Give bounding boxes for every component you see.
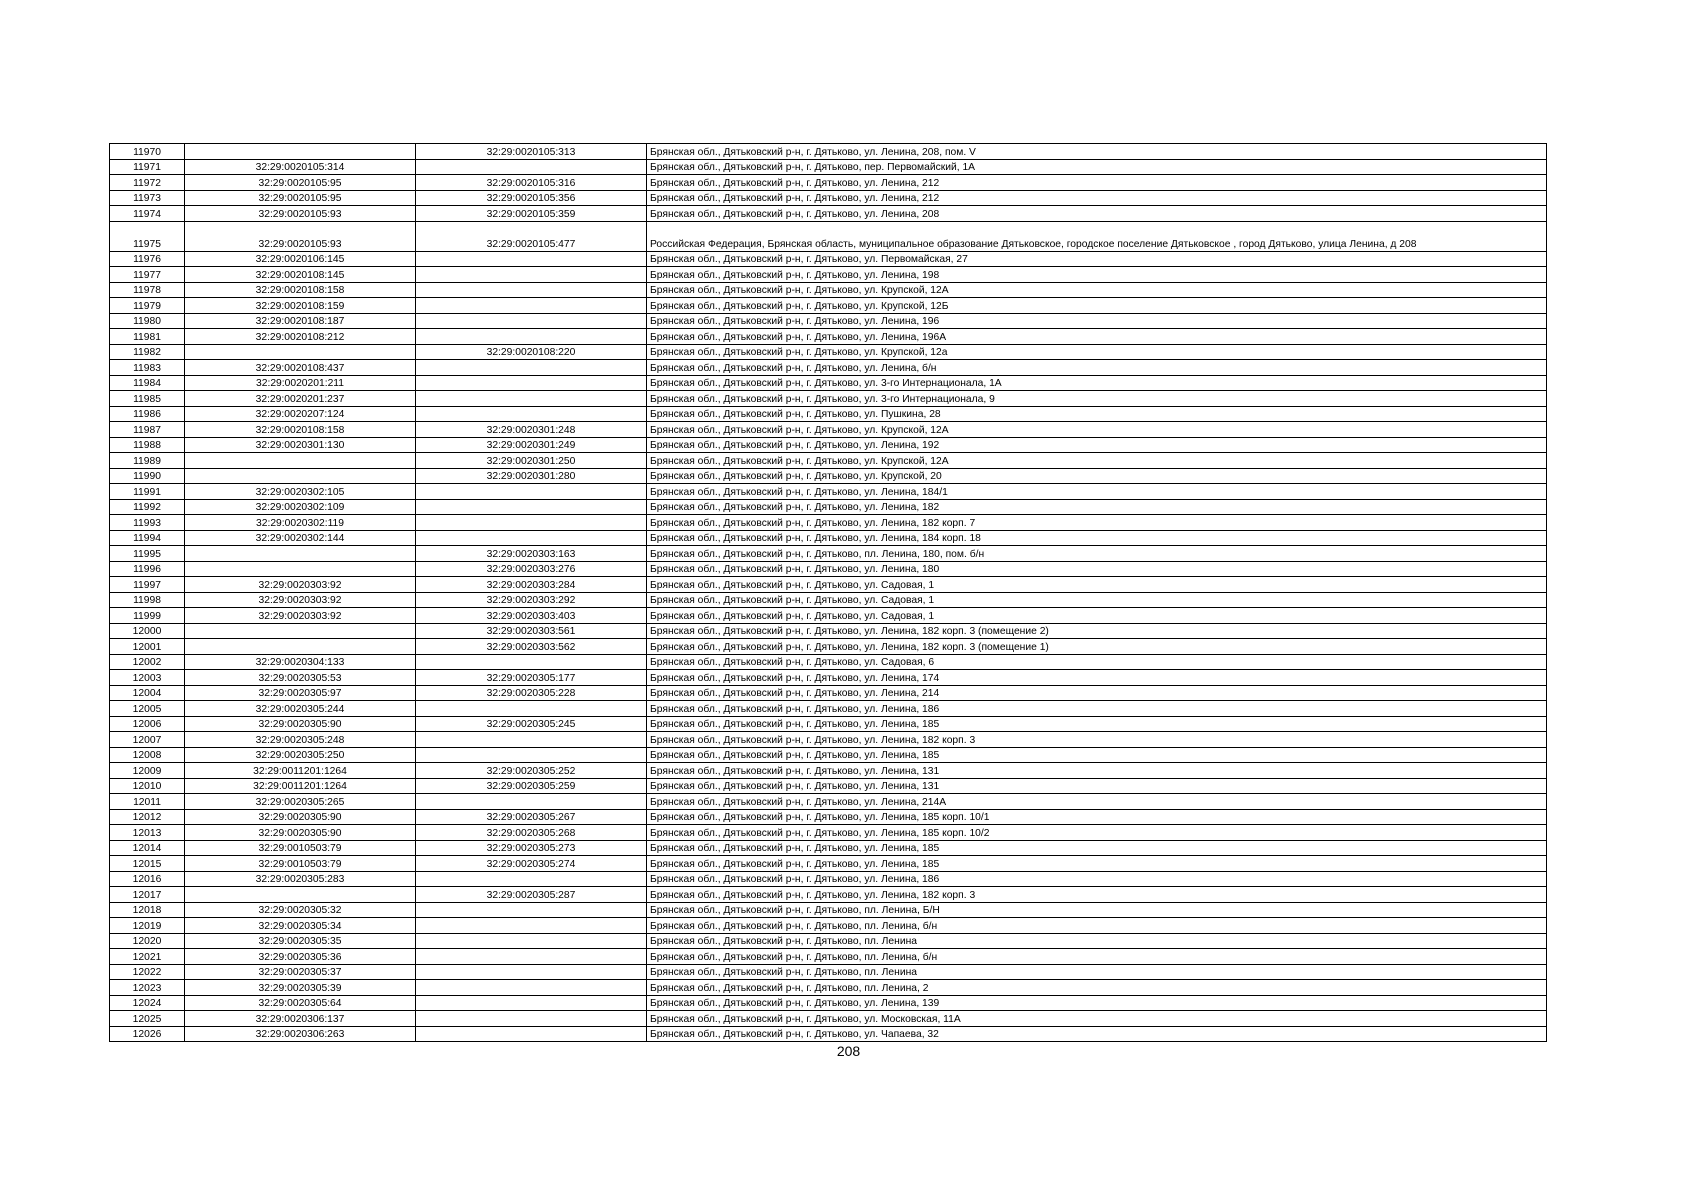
object-cadastral-number-cell: 32:29:0020305:259 bbox=[416, 778, 647, 794]
object-cadastral-number-cell bbox=[416, 654, 647, 670]
address-cell: Брянская обл., Дятьковский р-н, г. Дятьково, ул. Крупской, 12А bbox=[647, 422, 1547, 438]
address-cell: Брянская обл., Дятьковский р-н, г. Дятьково, ул. 3-го Интернационала, 9 bbox=[647, 391, 1547, 407]
object-cadastral-number-cell: 32:29:0020301:280 bbox=[416, 468, 647, 484]
address-cell: Брянская обл., Дятьковский р-н, г. Дятьково, ул. 3-го Интернационала, 1А bbox=[647, 375, 1547, 391]
table-row bbox=[110, 608, 1547, 624]
address-cell: Брянская обл., Дятьковский р-н, г. Дятьково, ул. Ленина, 185 корп. 10/1 bbox=[647, 809, 1547, 825]
address-cell: Брянская обл., Дятьковский р-н, г. Дятьково, ул. Ленина, 182 корп. 3 bbox=[647, 887, 1547, 903]
row-number-cell: 11978 bbox=[110, 282, 185, 298]
address-cell: Брянская обл., Дятьковский р-н, г. Дятьково, пл. Ленина bbox=[647, 933, 1547, 949]
object-cadastral-number-cell: 32:29:0020105:359 bbox=[416, 206, 647, 222]
address-cell: Брянская обл., Дятьковский р-н, г. Дятьково, пер. Первомайский, 1А bbox=[647, 159, 1547, 175]
parcel-cadastral-number-cell: 32:29:0020305:97 bbox=[185, 685, 416, 701]
parcel-cadastral-number-cell bbox=[185, 887, 416, 903]
address-cell: Брянская обл., Дятьковский р-н, г. Дятьково, ул. Ленина, 180 bbox=[647, 561, 1547, 577]
object-cadastral-number-cell: 32:29:0020305:287 bbox=[416, 887, 647, 903]
row-number-cell: 12013 bbox=[110, 825, 185, 841]
object-cadastral-number-cell bbox=[416, 871, 647, 887]
parcel-cadastral-number-cell: 32:29:0020305:90 bbox=[185, 825, 416, 841]
row-number-cell: 11997 bbox=[110, 577, 185, 593]
address-cell: Брянская обл., Дятьковский р-н, г. Дятьково, пл. Ленина bbox=[647, 964, 1547, 980]
object-cadastral-number-cell bbox=[416, 313, 647, 329]
table-row bbox=[110, 221, 1547, 251]
table-row bbox=[110, 809, 1547, 825]
registry-table bbox=[109, 143, 1547, 1042]
row-number-cell: 12023 bbox=[110, 980, 185, 996]
object-cadastral-number-cell: 32:29:0020303:403 bbox=[416, 608, 647, 624]
table-row bbox=[110, 670, 1547, 686]
table-row bbox=[110, 391, 1547, 407]
object-cadastral-number-cell bbox=[416, 980, 647, 996]
parcel-cadastral-number-cell: 32:29:0011201:1264 bbox=[185, 763, 416, 779]
table-row bbox=[110, 453, 1547, 469]
address-cell: Брянская обл., Дятьковский р-н, г. Дятьково, ул. Ленина, 184 корп. 18 bbox=[647, 530, 1547, 546]
table-row bbox=[110, 499, 1547, 515]
address-cell: Брянская обл., Дятьковский р-н, г. Дятьково, ул. Ленина, 185 bbox=[647, 840, 1547, 856]
parcel-cadastral-number-cell: 32:29:0020105:93 bbox=[185, 206, 416, 222]
object-cadastral-number-cell: 32:29:0020303:561 bbox=[416, 623, 647, 639]
table-row bbox=[110, 716, 1547, 732]
table-row bbox=[110, 825, 1547, 841]
parcel-cadastral-number-cell: 32:29:0020305:250 bbox=[185, 747, 416, 763]
table-row bbox=[110, 778, 1547, 794]
object-cadastral-number-cell: 32:29:0020105:316 bbox=[416, 175, 647, 191]
row-number-cell: 11973 bbox=[110, 190, 185, 206]
table-row bbox=[110, 623, 1547, 639]
row-number-cell: 12022 bbox=[110, 964, 185, 980]
row-number-cell: 11979 bbox=[110, 298, 185, 314]
address-cell: Брянская обл., Дятьковский р-н, г. Дятьково, ул. Ленина, 182 bbox=[647, 499, 1547, 515]
row-number-cell: 11981 bbox=[110, 329, 185, 345]
address-cell: Брянская обл., Дятьковский р-н, г. Дятьково, ул. Московская, 11А bbox=[647, 1011, 1547, 1027]
row-number-cell: 11999 bbox=[110, 608, 185, 624]
address-cell: Брянская обл., Дятьковский р-н, г. Дятьково, ул. Садовая, 1 bbox=[647, 608, 1547, 624]
parcel-cadastral-number-cell bbox=[185, 639, 416, 655]
object-cadastral-number-cell: 32:29:0020305:228 bbox=[416, 685, 647, 701]
row-number-cell: 11984 bbox=[110, 375, 185, 391]
row-number-cell: 11994 bbox=[110, 530, 185, 546]
address-cell: Брянская обл., Дятьковский р-н, г. Дятьково, ул. Садовая, 1 bbox=[647, 577, 1547, 593]
parcel-cadastral-number-cell: 32:29:0020108:158 bbox=[185, 422, 416, 438]
address-cell: Брянская обл., Дятьковский р-н, г. Дятьково, ул. Садовая, 1 bbox=[647, 592, 1547, 608]
parcel-cadastral-number-cell: 32:29:0020303:92 bbox=[185, 608, 416, 624]
table-row bbox=[110, 360, 1547, 376]
row-number-cell: 12008 bbox=[110, 747, 185, 763]
object-cadastral-number-cell: 32:29:0020301:250 bbox=[416, 453, 647, 469]
object-cadastral-number-cell bbox=[416, 794, 647, 810]
address-cell: Брянская обл., Дятьковский р-н, г. Дятьково, ул. Ленина, 208 bbox=[647, 206, 1547, 222]
parcel-cadastral-number-cell: 32:29:0020108:158 bbox=[185, 282, 416, 298]
object-cadastral-number-cell bbox=[416, 282, 647, 298]
address-cell: Брянская обл., Дятьковский р-н, г. Дятьково, ул. Ленина, 185 bbox=[647, 747, 1547, 763]
table-row bbox=[110, 794, 1547, 810]
parcel-cadastral-number-cell: 32:29:0020105:95 bbox=[185, 190, 416, 206]
row-number-cell: 11975 bbox=[110, 221, 185, 251]
table-row bbox=[110, 592, 1547, 608]
row-number-cell: 11992 bbox=[110, 499, 185, 515]
address-cell: Брянская обл., Дятьковский р-н, г. Дятьково, ул. Ленина, 186 bbox=[647, 701, 1547, 717]
table-row bbox=[110, 375, 1547, 391]
address-cell: Брянская обл., Дятьковский р-н, г. Дятьково, пл. Ленина, б/н bbox=[647, 918, 1547, 934]
table-row bbox=[110, 406, 1547, 422]
row-number-cell: 12002 bbox=[110, 654, 185, 670]
table-row bbox=[110, 515, 1547, 531]
table-row bbox=[110, 251, 1547, 267]
table-row bbox=[110, 871, 1547, 887]
table-row bbox=[110, 1011, 1547, 1027]
object-cadastral-number-cell bbox=[416, 298, 647, 314]
parcel-cadastral-number-cell: 32:29:0020106:145 bbox=[185, 251, 416, 267]
parcel-cadastral-number-cell: 32:29:0020108:145 bbox=[185, 267, 416, 283]
table-row bbox=[110, 561, 1547, 577]
table-row bbox=[110, 422, 1547, 438]
object-cadastral-number-cell: 32:29:0020301:249 bbox=[416, 437, 647, 453]
address-cell: Брянская обл., Дятьковский р-н, г. Дятьково, ул. Садовая, 6 bbox=[647, 654, 1547, 670]
address-cell: Брянская обл., Дятьковский р-н, г. Дятьково, ул. Ленина, б/н bbox=[647, 360, 1547, 376]
parcel-cadastral-number-cell: 32:29:0020108:187 bbox=[185, 313, 416, 329]
address-cell: Брянская обл., Дятьковский р-н, г. Дятьково, ул. Ленина, 185 bbox=[647, 856, 1547, 872]
row-number-cell: 12026 bbox=[110, 1026, 185, 1042]
object-cadastral-number-cell: 32:29:0020105:477 bbox=[416, 221, 647, 251]
registry-table-body bbox=[110, 144, 1547, 1042]
row-number-cell: 11985 bbox=[110, 391, 185, 407]
object-cadastral-number-cell bbox=[416, 964, 647, 980]
parcel-cadastral-number-cell bbox=[185, 561, 416, 577]
row-number-cell: 11970 bbox=[110, 144, 185, 160]
object-cadastral-number-cell bbox=[416, 251, 647, 267]
address-cell: Брянская обл., Дятьковский р-н, г. Дятьково, ул. Ленина, 131 bbox=[647, 778, 1547, 794]
address-cell: Брянская обл., Дятьковский р-н, г. Дятьково, ул. Ленина, 214 bbox=[647, 685, 1547, 701]
object-cadastral-number-cell bbox=[416, 406, 647, 422]
address-cell: Брянская обл., Дятьковский р-н, г. Дятьково, ул. Чапаева, 32 bbox=[647, 1026, 1547, 1042]
row-number-cell: 11988 bbox=[110, 437, 185, 453]
table-row bbox=[110, 887, 1547, 903]
parcel-cadastral-number-cell: 32:29:0020305:35 bbox=[185, 933, 416, 949]
parcel-cadastral-number-cell: 32:29:0020305:39 bbox=[185, 980, 416, 996]
page-number: 208 bbox=[836, 1043, 861, 1059]
row-number-cell: 12001 bbox=[110, 639, 185, 655]
object-cadastral-number-cell bbox=[416, 484, 647, 500]
row-number-cell: 12004 bbox=[110, 685, 185, 701]
object-cadastral-number-cell bbox=[416, 360, 647, 376]
row-number-cell: 11998 bbox=[110, 592, 185, 608]
address-cell: Брянская обл., Дятьковский р-н, г. Дятьково, пл. Ленина, 2 bbox=[647, 980, 1547, 996]
row-number-cell: 11989 bbox=[110, 453, 185, 469]
address-cell: Брянская обл., Дятьковский р-н, г. Дятьково, ул. Ленина, 185 bbox=[647, 716, 1547, 732]
parcel-cadastral-number-cell: 32:29:0020302:109 bbox=[185, 499, 416, 515]
table-row bbox=[110, 577, 1547, 593]
object-cadastral-number-cell bbox=[416, 1026, 647, 1042]
object-cadastral-number-cell bbox=[416, 515, 647, 531]
address-cell: Брянская обл., Дятьковский р-н, г. Дятьково, ул. Ленина, 212 bbox=[647, 175, 1547, 191]
parcel-cadastral-number-cell: 32:29:0020305:32 bbox=[185, 902, 416, 918]
table-row bbox=[110, 484, 1547, 500]
row-number-cell: 11971 bbox=[110, 159, 185, 175]
row-number-cell: 12016 bbox=[110, 871, 185, 887]
object-cadastral-number-cell: 32:29:0020301:248 bbox=[416, 422, 647, 438]
object-cadastral-number-cell: 32:29:0020305:245 bbox=[416, 716, 647, 732]
parcel-cadastral-number-cell: 32:29:0020305:36 bbox=[185, 949, 416, 965]
parcel-cadastral-number-cell bbox=[185, 144, 416, 160]
row-number-cell: 12006 bbox=[110, 716, 185, 732]
table-row bbox=[110, 918, 1547, 934]
parcel-cadastral-number-cell: 32:29:0020305:248 bbox=[185, 732, 416, 748]
parcel-cadastral-number-cell: 32:29:0020108:437 bbox=[185, 360, 416, 376]
table-row bbox=[110, 437, 1547, 453]
object-cadastral-number-cell: 32:29:0020305:177 bbox=[416, 670, 647, 686]
address-cell: Брянская обл., Дятьковский р-н, г. Дятьково, ул. Ленина, 182 корп. 7 bbox=[647, 515, 1547, 531]
parcel-cadastral-number-cell bbox=[185, 623, 416, 639]
address-cell: Брянская обл., Дятьковский р-н, г. Дятьково, ул. Ленина, 186 bbox=[647, 871, 1547, 887]
object-cadastral-number-cell bbox=[416, 949, 647, 965]
address-cell: Брянская обл., Дятьковский р-н, г. Дятьково, ул. Ленина, 196А bbox=[647, 329, 1547, 345]
parcel-cadastral-number-cell: 32:29:0020304:133 bbox=[185, 654, 416, 670]
object-cadastral-number-cell bbox=[416, 530, 647, 546]
parcel-cadastral-number-cell: 32:29:0020108:212 bbox=[185, 329, 416, 345]
table-row bbox=[110, 763, 1547, 779]
table-row bbox=[110, 840, 1547, 856]
object-cadastral-number-cell: 32:29:0020303:284 bbox=[416, 577, 647, 593]
row-number-cell: 12011 bbox=[110, 794, 185, 810]
row-number-cell: 11991 bbox=[110, 484, 185, 500]
parcel-cadastral-number-cell bbox=[185, 546, 416, 562]
address-cell: Брянская обл., Дятьковский р-н, г. Дятьково, ул. Ленина, 185 корп. 10/2 bbox=[647, 825, 1547, 841]
address-cell: Брянская обл., Дятьковский р-н, г. Дятьково, ул. Ленина, 184/1 bbox=[647, 484, 1547, 500]
address-cell: Брянская обл., Дятьковский р-н, г. Дятьково, ул. Ленина, 182 корп. 3 (помещение 2) bbox=[647, 623, 1547, 639]
parcel-cadastral-number-cell: 32:29:0020305:64 bbox=[185, 995, 416, 1011]
address-cell: Брянская обл., Дятьковский р-н, г. Дятьково, ул. Ленина, 214А bbox=[647, 794, 1547, 810]
table-row bbox=[110, 190, 1547, 206]
address-cell: Брянская обл., Дятьковский р-н, г. Дятьково, ул. Ленина, 131 bbox=[647, 763, 1547, 779]
row-number-cell: 12024 bbox=[110, 995, 185, 1011]
parcel-cadastral-number-cell: 32:29:0020303:92 bbox=[185, 577, 416, 593]
row-number-cell: 11977 bbox=[110, 267, 185, 283]
row-number-cell: 12014 bbox=[110, 840, 185, 856]
address-cell: Брянская обл., Дятьковский р-н, г. Дятьково, ул. Ленина, 182 корп. 3 bbox=[647, 732, 1547, 748]
object-cadastral-number-cell: 32:29:0020305:252 bbox=[416, 763, 647, 779]
address-cell: Брянская обл., Дятьковский р-н, г. Дятьково, пл. Ленина, б/н bbox=[647, 949, 1547, 965]
table-row bbox=[110, 206, 1547, 222]
row-number-cell: 12025 bbox=[110, 1011, 185, 1027]
parcel-cadastral-number-cell: 32:29:0020303:92 bbox=[185, 592, 416, 608]
row-number-cell: 12020 bbox=[110, 933, 185, 949]
table-row bbox=[110, 344, 1547, 360]
row-number-cell: 12010 bbox=[110, 778, 185, 794]
parcel-cadastral-number-cell: 32:29:0020302:119 bbox=[185, 515, 416, 531]
row-number-cell: 11995 bbox=[110, 546, 185, 562]
row-number-cell: 12000 bbox=[110, 623, 185, 639]
address-cell: Брянская обл., Дятьковский р-н, г. Дятьково, пл. Ленина, Б/Н bbox=[647, 902, 1547, 918]
parcel-cadastral-number-cell: 32:29:0020105:95 bbox=[185, 175, 416, 191]
object-cadastral-number-cell: 32:29:0020105:356 bbox=[416, 190, 647, 206]
table-row bbox=[110, 298, 1547, 314]
address-cell: Брянская обл., Дятьковский р-н, г. Дятьково, ул. Ленина, 212 bbox=[647, 190, 1547, 206]
parcel-cadastral-number-cell: 32:29:0020301:130 bbox=[185, 437, 416, 453]
address-cell: Брянская обл., Дятьковский р-н, г. Дятьково, ул. Ленина, 192 bbox=[647, 437, 1547, 453]
parcel-cadastral-number-cell: 32:29:0010503:79 bbox=[185, 856, 416, 872]
parcel-cadastral-number-cell bbox=[185, 344, 416, 360]
parcel-cadastral-number-cell: 32:29:0020305:90 bbox=[185, 809, 416, 825]
parcel-cadastral-number-cell: 32:29:0020305:90 bbox=[185, 716, 416, 732]
parcel-cadastral-number-cell bbox=[185, 468, 416, 484]
parcel-cadastral-number-cell: 32:29:0020305:37 bbox=[185, 964, 416, 980]
object-cadastral-number-cell bbox=[416, 499, 647, 515]
table-row bbox=[110, 159, 1547, 175]
row-number-cell: 12009 bbox=[110, 763, 185, 779]
row-number-cell: 11993 bbox=[110, 515, 185, 531]
parcel-cadastral-number-cell: 32:29:0010503:79 bbox=[185, 840, 416, 856]
table-row bbox=[110, 933, 1547, 949]
row-number-cell: 11982 bbox=[110, 344, 185, 360]
row-number-cell: 12012 bbox=[110, 809, 185, 825]
row-number-cell: 11972 bbox=[110, 175, 185, 191]
object-cadastral-number-cell bbox=[416, 701, 647, 717]
row-number-cell: 12019 bbox=[110, 918, 185, 934]
object-cadastral-number-cell: 32:29:0020305:274 bbox=[416, 856, 647, 872]
object-cadastral-number-cell: 32:29:0020303:163 bbox=[416, 546, 647, 562]
table-row bbox=[110, 701, 1547, 717]
object-cadastral-number-cell: 32:29:0020305:268 bbox=[416, 825, 647, 841]
row-number-cell: 12018 bbox=[110, 902, 185, 918]
row-number-cell: 12017 bbox=[110, 887, 185, 903]
address-cell: Брянская обл., Дятьковский р-н, г. Дятьково, ул. Крупской, 12А bbox=[647, 282, 1547, 298]
object-cadastral-number-cell bbox=[416, 1011, 647, 1027]
row-number-cell: 12015 bbox=[110, 856, 185, 872]
address-cell: Брянская обл., Дятьковский р-н, г. Дятьково, ул. Ленина, 208, пом. V bbox=[647, 144, 1547, 160]
parcel-cadastral-number-cell: 32:29:0020201:211 bbox=[185, 375, 416, 391]
row-number-cell: 11980 bbox=[110, 313, 185, 329]
parcel-cadastral-number-cell: 32:29:0020305:53 bbox=[185, 670, 416, 686]
table-row bbox=[110, 964, 1547, 980]
table-row bbox=[110, 995, 1547, 1011]
row-number-cell: 12003 bbox=[110, 670, 185, 686]
table-row bbox=[110, 902, 1547, 918]
table-row bbox=[110, 685, 1547, 701]
parcel-cadastral-number-cell: 32:29:0020305:265 bbox=[185, 794, 416, 810]
object-cadastral-number-cell bbox=[416, 902, 647, 918]
object-cadastral-number-cell: 32:29:0020303:292 bbox=[416, 592, 647, 608]
table-row bbox=[110, 1026, 1547, 1042]
object-cadastral-number-cell bbox=[416, 159, 647, 175]
object-cadastral-number-cell bbox=[416, 933, 647, 949]
address-cell: Брянская обл., Дятьковский р-н, г. Дятьково, ул. Пушкина, 28 bbox=[647, 406, 1547, 422]
parcel-cadastral-number-cell: 32:29:0020302:144 bbox=[185, 530, 416, 546]
parcel-cadastral-number-cell: 32:29:0020207:124 bbox=[185, 406, 416, 422]
row-number-cell: 11976 bbox=[110, 251, 185, 267]
parcel-cadastral-number-cell: 32:29:0011201:1264 bbox=[185, 778, 416, 794]
table-row bbox=[110, 949, 1547, 965]
row-number-cell: 12005 bbox=[110, 701, 185, 717]
object-cadastral-number-cell bbox=[416, 391, 647, 407]
object-cadastral-number-cell: 32:29:0020105:313 bbox=[416, 144, 647, 160]
object-cadastral-number-cell bbox=[416, 918, 647, 934]
address-cell: Брянская обл., Дятьковский р-н, г. Дятьково, ул. Ленина, 139 bbox=[647, 995, 1547, 1011]
object-cadastral-number-cell: 32:29:0020305:267 bbox=[416, 809, 647, 825]
table-row bbox=[110, 546, 1547, 562]
row-number-cell: 11987 bbox=[110, 422, 185, 438]
object-cadastral-number-cell bbox=[416, 747, 647, 763]
object-cadastral-number-cell bbox=[416, 995, 647, 1011]
table-row bbox=[110, 639, 1547, 655]
parcel-cadastral-number-cell: 32:29:0020305:244 bbox=[185, 701, 416, 717]
row-number-cell: 11986 bbox=[110, 406, 185, 422]
address-cell: Брянская обл., Дятьковский р-н, г. Дятьково, ул. Крупской, 12Б bbox=[647, 298, 1547, 314]
object-cadastral-number-cell: 32:29:0020305:273 bbox=[416, 840, 647, 856]
row-number-cell: 11990 bbox=[110, 468, 185, 484]
object-cadastral-number-cell: 32:29:0020303:276 bbox=[416, 561, 647, 577]
address-cell: Брянская обл., Дятьковский р-н, г. Дятьково, пл. Ленина, 180, пом. б/н bbox=[647, 546, 1547, 562]
parcel-cadastral-number-cell: 32:29:0020302:105 bbox=[185, 484, 416, 500]
table-row bbox=[110, 175, 1547, 191]
table-row bbox=[110, 282, 1547, 298]
table-row bbox=[110, 468, 1547, 484]
parcel-cadastral-number-cell: 32:29:0020306:263 bbox=[185, 1026, 416, 1042]
address-cell: Брянская обл., Дятьковский р-н, г. Дятьково, ул. Ленина, 182 корп. 3 (помещение 1) bbox=[647, 639, 1547, 655]
address-cell: Брянская обл., Дятьковский р-н, г. Дятьково, ул. Первомайская, 27 bbox=[647, 251, 1547, 267]
address-cell: Брянская обл., Дятьковский р-н, г. Дятьково, ул. Ленина, 174 bbox=[647, 670, 1547, 686]
parcel-cadastral-number-cell bbox=[185, 453, 416, 469]
row-number-cell: 11996 bbox=[110, 561, 185, 577]
object-cadastral-number-cell bbox=[416, 267, 647, 283]
row-number-cell: 12007 bbox=[110, 732, 185, 748]
parcel-cadastral-number-cell: 32:29:0020201:237 bbox=[185, 391, 416, 407]
object-cadastral-number-cell bbox=[416, 329, 647, 345]
table-row bbox=[110, 747, 1547, 763]
object-cadastral-number-cell bbox=[416, 375, 647, 391]
address-cell: Брянская обл., Дятьковский р-н, г. Дятьково, ул. Крупской, 12а bbox=[647, 344, 1547, 360]
row-number-cell: 11974 bbox=[110, 206, 185, 222]
parcel-cadastral-number-cell: 32:29:0020305:283 bbox=[185, 871, 416, 887]
address-cell: Российская Федерация, Брянская область, муниципальное образование Дятьковское, городское поселение Дятьковское , город Дятьково, улица Ленина, д 208 bbox=[647, 221, 1547, 251]
table-row bbox=[110, 144, 1547, 160]
address-cell: Брянская обл., Дятьковский р-н, г. Дятьково, ул. Крупской, 20 bbox=[647, 468, 1547, 484]
table-row bbox=[110, 267, 1547, 283]
table-row bbox=[110, 329, 1547, 345]
address-cell: Брянская обл., Дятьковский р-н, г. Дятьково, ул. Крупской, 12А bbox=[647, 453, 1547, 469]
object-cadastral-number-cell: 32:29:0020303:562 bbox=[416, 639, 647, 655]
table-row bbox=[110, 313, 1547, 329]
table-row bbox=[110, 732, 1547, 748]
parcel-cadastral-number-cell: 32:29:0020105:93 bbox=[185, 221, 416, 251]
table-row bbox=[110, 530, 1547, 546]
table-row bbox=[110, 856, 1547, 872]
parcel-cadastral-number-cell: 32:29:0020105:314 bbox=[185, 159, 416, 175]
table-row bbox=[110, 980, 1547, 996]
address-cell: Брянская обл., Дятьковский р-н, г. Дятьково, ул. Ленина, 198 bbox=[647, 267, 1547, 283]
row-number-cell: 12021 bbox=[110, 949, 185, 965]
row-number-cell: 11983 bbox=[110, 360, 185, 376]
address-cell: Брянская обл., Дятьковский р-н, г. Дятьково, ул. Ленина, 196 bbox=[647, 313, 1547, 329]
table-row bbox=[110, 654, 1547, 670]
parcel-cadastral-number-cell: 32:29:0020305:34 bbox=[185, 918, 416, 934]
parcel-cadastral-number-cell: 32:29:0020108:159 bbox=[185, 298, 416, 314]
parcel-cadastral-number-cell: 32:29:0020306:137 bbox=[185, 1011, 416, 1027]
object-cadastral-number-cell: 32:29:0020108:220 bbox=[416, 344, 647, 360]
object-cadastral-number-cell bbox=[416, 732, 647, 748]
